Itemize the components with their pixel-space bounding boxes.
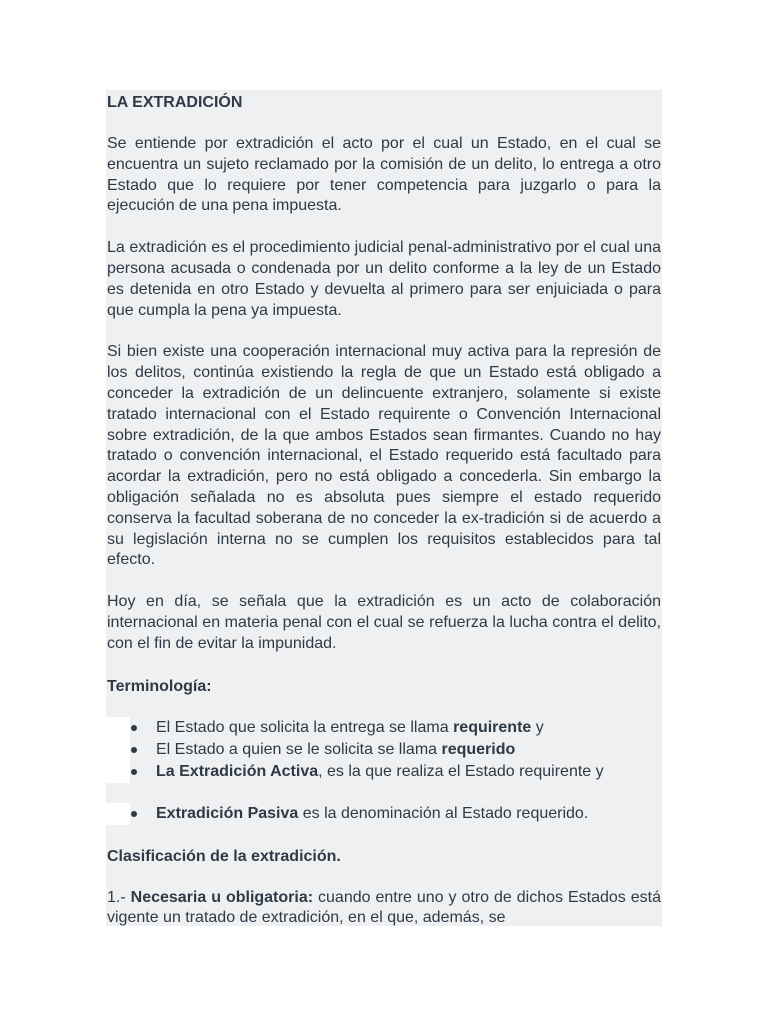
- paragraph-procedure: La extradición es el procedimiento judicial penal-administrativo por el cual una persona acusada o condenada por un delito conforme a la ley de un Estado es detenida en otro Estado y devuelta al primero para ser enjuiciada o para que cumpla la pena ya impuesta.: [107, 239, 661, 319]
- document-content: [106, 92, 662, 926]
- bullet-icon: [131, 769, 137, 775]
- bullet-icon: [131, 811, 137, 817]
- paragraph-definition: Se entiende por extradición el acto por el cual un Estado, en el cual se encuentra un sujeto reclamado por la comisión de un delito, lo entrega a otro Estado que lo requiere por tener competencia para juzgarlo o para la ejecución de una pena impuesta.: [107, 135, 661, 215]
- bullet-icon: [131, 747, 137, 753]
- terminology-list: [106, 717, 661, 825]
- classification-heading: Clasificación de la extradición.: [107, 847, 341, 865]
- paragraph-cooperation: Si bien existe una cooperación internacional muy activa para la represión de los delitos, continúa existiendo la regla de que un Estado está obligado a conceder la extradición de un delincuente extranjero, solamente si existe tratado internacional con el Estado requirente o Convención Internacional sobre extradición, de la que ambos Estados sean firmantes. Cuando no hay tratado o convención internacional, el Estado requerido está facultado para acordar la extradición, pero no está obligado a concederla. Sin embargo la obligación señalada no es absoluta pues siempre el estado requerido conserva la facultad soberana de no conceder la ex-tradición si de acuerdo a su legislación interna no se cumplen los requisitos establecidos para tal efecto.: [107, 343, 661, 569]
- bullet-icon: [131, 725, 137, 731]
- paragraph-today: Hoy en día, se señala que la extradición es un acto de colaboración internacional en materia penal con el cual se refuerza la lucha contra el delito, con el fin de evitar la impunidad.: [107, 593, 661, 652]
- list-item: La Extradición Activa, es la que realiza el Estado requirente y: [106, 761, 661, 783]
- document-title: LA EXTRADICIÓN: [107, 94, 243, 111]
- document-page: [106, 90, 662, 926]
- list-item: El Estado que solicita la entrega se llama requirente y: [106, 717, 661, 739]
- terminology-heading: Terminología:: [107, 677, 212, 695]
- list-item: El Estado a quien se le solicita se llama requerido: [106, 739, 661, 761]
- list-item: Extradición Pasiva es la denominación al Estado requerido.: [106, 803, 661, 825]
- paragraph-necessary: 1.- Necesaria u obligatoria: cuando entre uno y otro de dichos Estados está vigente un tratado de extradición, en el que, además, se: [107, 888, 662, 926]
